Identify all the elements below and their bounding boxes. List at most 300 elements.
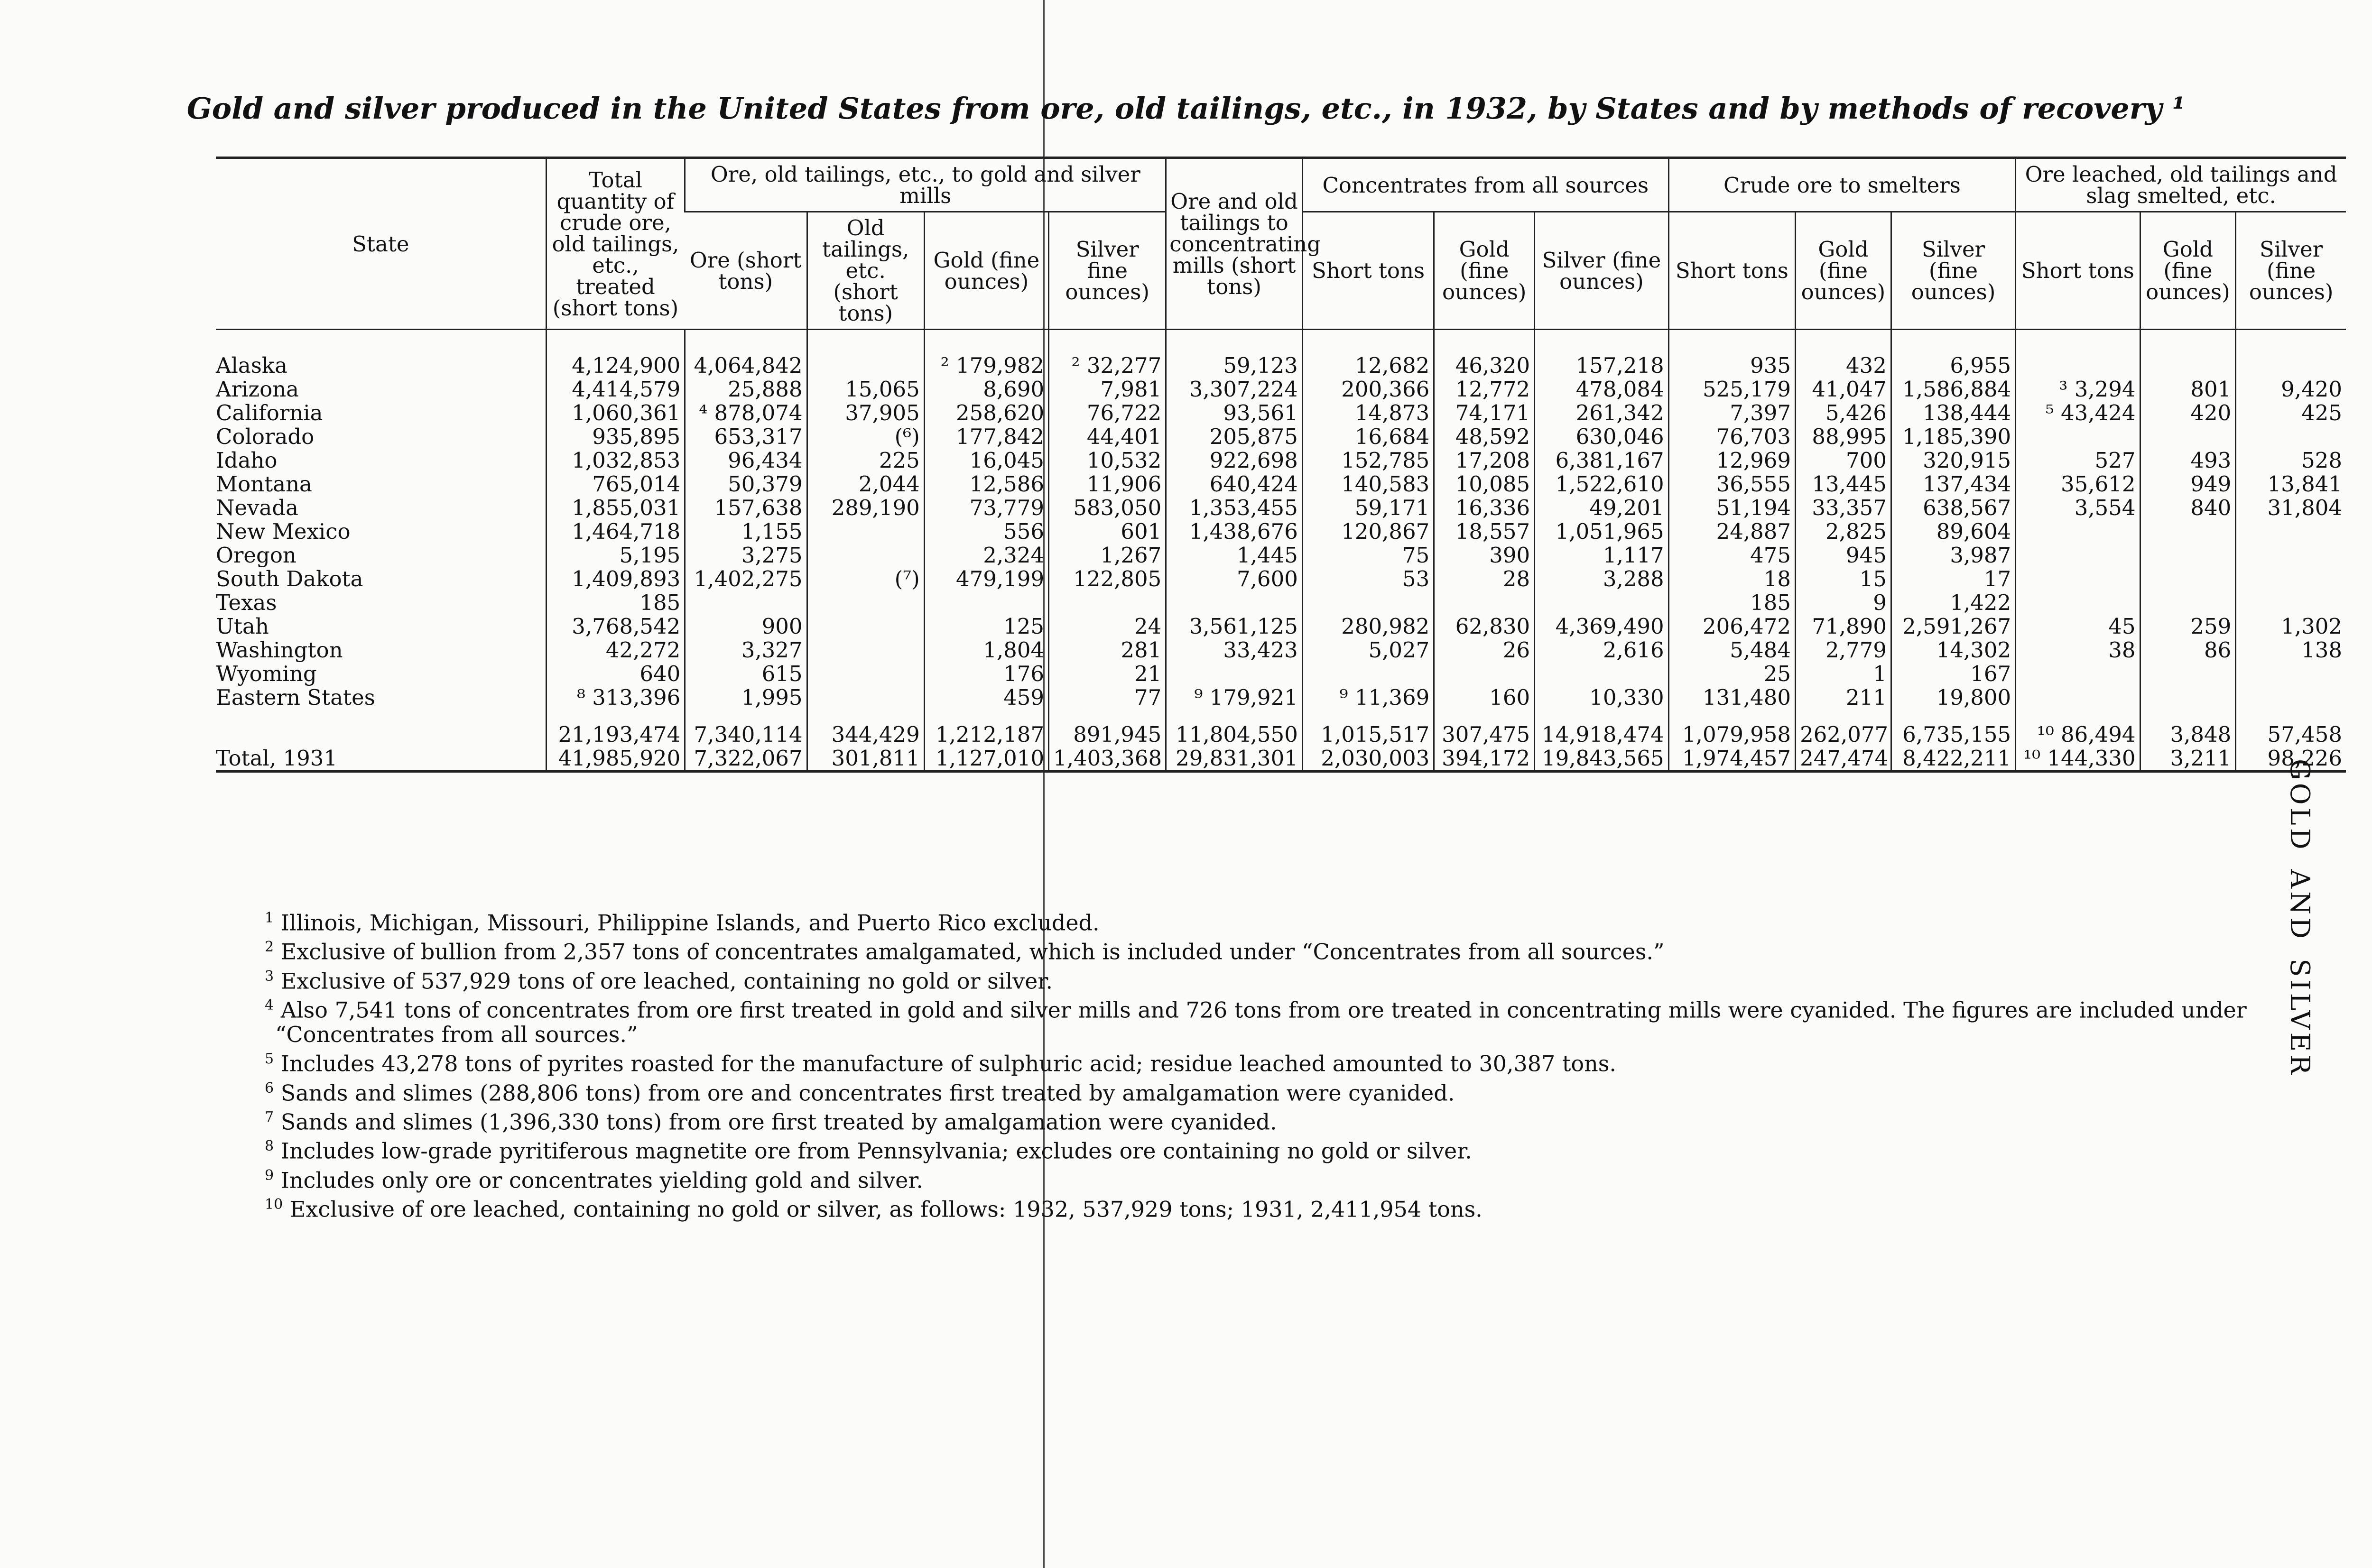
cell-gold: 125 [924,615,1048,638]
cell-leach-tons: 35,612 [2016,472,2140,496]
footnote [216,1134,2351,1163]
cell-conc-mills [1166,591,1303,615]
cell-crude-silver: 17 [1891,567,2015,591]
cell-leach-tons: ⁵ 43,424 [2016,401,2140,425]
cell-leach-tons [2016,567,2140,591]
table-row [216,425,2346,449]
footnote-mark: 6 [265,1079,274,1097]
cell-leach-silver: 425 [2236,401,2346,425]
cell-tail: 37,905 [807,401,924,425]
cell-conc-silver: 478,084 [1535,378,1669,401]
cell-leach-tons [2016,354,2140,378]
col-total: Total quantity of crude ore, old tailings, etc., treated (short tons) [546,158,685,330]
production-table [216,157,2346,773]
cell-gold: 73,779 [924,496,1048,520]
cell-gold: 2,324 [924,544,1048,567]
table-row [216,567,2346,591]
cell-total: 3,768,542 [546,615,685,638]
cell-conc-tons [1302,662,1434,686]
cell-conc-silver: 1,051,965 [1535,520,1669,544]
cell-gold: 8,690 [924,378,1048,401]
cell-conc-gold: 62,830 [1434,615,1535,638]
table-row [216,615,2346,638]
cell-conc-mills: 1,353,455 [1166,496,1303,520]
cell-leach-gold: 801 [2140,378,2236,401]
cell-conc-tons: 2,030,003 [1302,747,1434,772]
cell-crude-tons: 525,179 [1668,378,1795,401]
footnote [216,1192,2351,1221]
cell-ore: 900 [685,615,807,638]
cell-total: 765,014 [546,472,685,496]
cell-leach-tons [2016,544,2140,567]
cell-crude-gold: 211 [1796,686,1891,710]
cell-conc-silver: 1,117 [1535,544,1669,567]
cell-conc-silver: 3,288 [1535,567,1669,591]
cell-total: 41,985,920 [546,747,685,772]
cell-conc-gold: 160 [1434,686,1535,710]
cell-silver: 77 [1049,686,1166,710]
cell-state: California [216,400,323,426]
cell-conc-tons: 53 [1302,567,1434,591]
cell-silver: 601 [1049,520,1166,544]
cell-crude-gold: 33,357 [1796,496,1891,520]
running-head-word: AND [2284,869,2315,942]
cell-silver: 11,906 [1049,472,1166,496]
footnote-text: Exclusive of 537,929 tons of ore leached, containing no gold or silver. [280,968,1053,994]
cell-conc-gold: 10,085 [1434,472,1535,496]
cell-total: 1,409,893 [546,567,685,591]
cell-conc-silver: 157,218 [1535,354,1669,378]
cell-state: Texas [216,590,277,616]
footnote-mark: 2 [265,939,274,956]
cell-conc-gold: 17,208 [1434,449,1535,472]
cell-conc-tons: 280,982 [1302,615,1434,638]
cell-crude-tons: 12,969 [1668,449,1795,472]
cell-ore: 653,317 [685,425,807,449]
cell-conc-mills [1166,662,1303,686]
cell-leach-silver: 138 [2236,638,2346,662]
cell-ore: 7,322,067 [685,747,807,772]
cell-tail: 15,065 [807,378,924,401]
cell-conc-gold [1434,662,1535,686]
cell-tail [807,591,924,615]
group-crude: Crude ore to smelters [1668,158,2016,212]
col-leach-gold: Gold (fine ounces) [2140,212,2236,330]
cell-conc-silver: 19,843,565 [1535,747,1669,772]
cell-crude-tons: 131,480 [1668,686,1795,710]
cell-crude-silver: 6,735,155 [1891,723,2015,747]
cell-conc-tons: 59,171 [1302,496,1434,520]
cell-total: ⁸ 313,396 [546,686,685,710]
footnote-text: Includes low-grade pyritiferous magnetite ore from Pennsylvania; excludes ore containing no gold or silver. [280,1138,1472,1164]
cell-total: 4,124,900 [546,354,685,378]
footnote [216,1105,2351,1134]
cell-crude-tons: 5,484 [1668,638,1795,662]
cell-leach-gold: 259 [2140,615,2236,638]
cell-ore: 1,155 [685,520,807,544]
cell-state: Nevada [216,495,298,521]
cell-leach-silver [2236,686,2346,710]
col-conc-mills: Ore and old tailings to concentrating mills (short tons) [1166,158,1303,330]
cell-crude-silver: 638,567 [1891,496,2015,520]
cell-ore [685,591,807,615]
cell-silver: 76,722 [1049,401,1166,425]
footnote-text: Illinois, Michigan, Missouri, Philippine Islands, and Puerto Rico excluded. [280,910,1100,936]
table-row [216,638,2346,662]
cell-crude-gold: 71,890 [1796,615,1891,638]
cell-silver: 1,403,368 [1049,747,1166,772]
cell-conc-silver: 6,381,167 [1535,449,1669,472]
cell-crude-tons: 24,887 [1668,520,1795,544]
cell-state: Arizona [216,377,299,402]
cell-conc-gold: 18,557 [1434,520,1535,544]
cell-total: 1,855,031 [546,496,685,520]
footnote [216,935,2351,964]
cell-conc-tons: ⁹ 11,369 [1302,686,1434,710]
cell-gold [924,591,1048,615]
cell-leach-tons [2016,520,2140,544]
cell-leach-tons [2016,662,2140,686]
cell-conc-silver: 4,369,490 [1535,615,1669,638]
footnote-mark: 9 [265,1167,274,1184]
cell-silver [1049,591,1166,615]
cell-leach-gold: 86 [2140,638,2236,662]
cell-crude-silver: 14,302 [1891,638,2015,662]
cell-crude-silver: 89,604 [1891,520,2015,544]
table-row [216,401,2346,425]
cell-tail: (⁷) [807,567,924,591]
cell-crude-gold: 15 [1796,567,1891,591]
footnote-mark: 1 [265,910,274,926]
cell-tail: 2,044 [807,472,924,496]
cell-conc-gold [1434,591,1535,615]
cell-silver: 44,401 [1049,425,1166,449]
cell-conc-mills: 11,804,550 [1166,723,1303,747]
cell-crude-silver: 3,987 [1891,544,2015,567]
cell-total: 935,895 [546,425,685,449]
cell-crude-silver: 1,422 [1891,591,2015,615]
cell-silver: 122,805 [1049,567,1166,591]
cell-conc-tons: 14,873 [1302,401,1434,425]
cell-state: Utah [216,614,269,639]
cell-tail: 289,190 [807,496,924,520]
cell-leach-silver [2236,567,2346,591]
cell-leach-silver [2236,591,2346,615]
cell-conc-gold: 26 [1434,638,1535,662]
cell-conc-silver: 14,918,474 [1535,723,1669,747]
cell-state: Colorado [216,424,315,450]
cell-leach-silver: 57,458 [2236,723,2346,747]
cell-tail: (⁶) [807,425,924,449]
cell-conc-gold: 28 [1434,567,1535,591]
cell-leach-silver: 528 [2236,449,2346,472]
cell-state: South Dakota [216,566,363,592]
cell-crude-tons: 36,555 [1668,472,1795,496]
cell-crude-gold: 41,047 [1796,378,1891,401]
footnote-mark: 10 [265,1196,283,1213]
cell-ore: ⁴ 878,074 [685,401,807,425]
cell-crude-silver: 167 [1891,662,2015,686]
cell-conc-silver: 630,046 [1535,425,1669,449]
cell-crude-silver: 1,586,884 [1891,378,2015,401]
cell-total: 1,032,853 [546,449,685,472]
running-head [2277,759,2315,1233]
cell-gold: 1,212,187 [924,723,1048,747]
cell-tail [807,686,924,710]
cell-crude-gold: 9 [1796,591,1891,615]
cell-tail: 301,811 [807,747,924,772]
cell-leach-tons [2016,425,2140,449]
cell-crude-tons: 935 [1668,354,1795,378]
cell-crude-silver: 19,800 [1891,686,2015,710]
cell-conc-gold: 16,336 [1434,496,1535,520]
cell-leach-silver [2236,544,2346,567]
cell-conc-tons [1302,591,1434,615]
cell-leach-tons: ³ 3,294 [2016,378,2140,401]
cell-conc-tons: 140,583 [1302,472,1434,496]
cell-crude-silver: 320,915 [1891,449,2015,472]
cell-gold: 556 [924,520,1048,544]
cell-conc-tons: 120,867 [1302,520,1434,544]
cell-leach-tons [2016,686,2140,710]
group-concentrates: Concentrates from all sources [1302,158,1668,212]
cell-silver: 891,945 [1049,723,1166,747]
cell-conc-mills: 59,123 [1166,354,1303,378]
cell-silver: 21 [1049,662,1166,686]
cell-state: Washington [216,637,343,663]
table-body [216,330,2346,772]
footnote-text: Exclusive of ore leached, containing no gold or silver, as follows: 1932, 537,929 tons; 1931, 2,411,954 tons. [289,1196,1482,1222]
cell-silver: 7,981 [1049,378,1166,401]
cell-tail [807,662,924,686]
col-mills-ore: Ore (short tons) [685,212,807,330]
cell-silver: ² 32,277 [1049,354,1166,378]
cell-silver: 10,532 [1049,449,1166,472]
cell-crude-silver: 138,444 [1891,401,2015,425]
cell-leach-gold: 3,211 [2140,747,2236,772]
cell-crude-silver: 1,185,390 [1891,425,2015,449]
col-leach-silver: Silver (fine ounces) [2236,212,2346,330]
cell-crude-tons: 25 [1668,662,1795,686]
cell-crude-silver: 2,591,267 [1891,615,2015,638]
cell-state: New Mexico [216,519,351,544]
cell-conc-mills: 29,831,301 [1166,747,1303,772]
cell-state: Alaska [216,353,287,378]
cell-conc-gold: 394,172 [1434,747,1535,772]
cell-crude-tons: 1,079,958 [1668,723,1795,747]
cell-conc-silver: 49,201 [1535,496,1669,520]
running-head-word: SILVER [2284,959,2315,1078]
table-title: Gold and silver produced in the United States from ore, old tailings, etc., in 1932, by States and by methods of recovery ¹ [186,91,2186,126]
cell-total: 1,464,718 [546,520,685,544]
cell-conc-silver: 1,522,610 [1535,472,1669,496]
footnote [216,1076,2351,1105]
cell-crude-silver: 137,434 [1891,472,2015,496]
cell-crude-gold: 247,474 [1796,747,1891,772]
footnote-text: Exclusive of bullion from 2,357 tons of concentrates amalgamated, which is included under “Concentrates from all sources.” [280,939,1665,965]
cell-crude-silver: 8,422,211 [1891,747,2015,772]
cell-ore: 25,888 [685,378,807,401]
cell-tail [807,615,924,638]
cell-leach-gold: 493 [2140,449,2236,472]
cell-leach-gold [2140,544,2236,567]
cell-tail [807,520,924,544]
cell-conc-gold: 74,171 [1434,401,1535,425]
cell-gold: 16,045 [924,449,1048,472]
cell-conc-mills: 1,438,676 [1166,520,1303,544]
cell-gold: 258,620 [924,401,1048,425]
cell-crude-gold: 432 [1796,354,1891,378]
footnote-mark: 8 [265,1138,274,1155]
cell-conc-mills: 3,307,224 [1166,378,1303,401]
table-row [216,686,2346,710]
cell-conc-tons: 12,682 [1302,354,1434,378]
cell-crude-tons: 206,472 [1668,615,1795,638]
cell-conc-gold: 307,475 [1434,723,1535,747]
table-row [216,472,2346,496]
table-row [216,544,2346,567]
cell-leach-gold: 420 [2140,401,2236,425]
footnote [216,993,2351,1047]
cell-leach-gold [2140,354,2236,378]
cell-crude-tons: 475 [1668,544,1795,567]
cell-state: Montana [216,471,312,497]
footnote-mark: 7 [265,1108,274,1125]
cell-total: 185 [546,591,685,615]
col-leach-tons: Short tons [2016,212,2140,330]
cell-ore: 7,340,114 [685,723,807,747]
cell-conc-gold: 48,592 [1434,425,1535,449]
cell-gold: 1,804 [924,638,1048,662]
cell-crude-gold: 13,445 [1796,472,1891,496]
cell-tail [807,354,924,378]
table-row [216,378,2346,401]
cell-conc-silver: 10,330 [1535,686,1669,710]
group-leached: Ore leached, old tailings and slag smelted, etc. [2016,158,2346,212]
cell-leach-gold: 840 [2140,496,2236,520]
footnote [216,964,2351,993]
footnote [216,906,2351,935]
cell-total: 4,414,579 [546,378,685,401]
cell-conc-gold: 390 [1434,544,1535,567]
group-mills: Ore, old tailings, etc., to gold and silver mills [685,158,1166,212]
cell-conc-mills: 1,445 [1166,544,1303,567]
col-crude-tons: Short tons [1668,212,1795,330]
cell-gold: 459 [924,686,1048,710]
cell-ore: 3,327 [685,638,807,662]
footnote-mark: 4 [265,996,274,1014]
cell-gold: 1,127,010 [924,747,1048,772]
table-row [216,354,2346,378]
cell-conc-mills: 205,875 [1166,425,1303,449]
col-crude-silver: Silver (fine ounces) [1891,212,2015,330]
cell-total: 42,272 [546,638,685,662]
cell-conc-gold: 12,772 [1434,378,1535,401]
cell-crude-gold: 2,779 [1796,638,1891,662]
cell-leach-gold [2140,567,2236,591]
footnote-text: Also 7,541 tons of concentrates from ore first treated in gold and silver mills and 726 tons from ore treated in concentrating mills were cyanided. The figures are included under “Concentrates from all sources.” [275,997,2247,1048]
cell-crude-tons: 76,703 [1668,425,1795,449]
cell-leach-silver: 13,841 [2236,472,2346,496]
cell-conc-tons: 5,027 [1302,638,1434,662]
cell-leach-gold: 3,848 [2140,723,2236,747]
cell-crude-tons: 185 [1668,591,1795,615]
cell-ore: 157,638 [685,496,807,520]
cell-ore: 4,064,842 [685,354,807,378]
cell-ore: 1,995 [685,686,807,710]
cell-gold: 12,586 [924,472,1048,496]
col-conc-tons: Short tons [1302,212,1434,330]
cell-conc-silver: 2,616 [1535,638,1669,662]
cell-crude-gold: 5,426 [1796,401,1891,425]
cell-gold: ² 179,982 [924,354,1048,378]
cell-ore: 50,379 [685,472,807,496]
cell-crude-gold: 88,995 [1796,425,1891,449]
cell-leach-silver [2236,520,2346,544]
cell-conc-silver: 261,342 [1535,401,1669,425]
cell-conc-mills: ⁹ 179,921 [1166,686,1303,710]
cell-state [216,723,546,747]
cell-leach-tons: 38 [2016,638,2140,662]
cell-leach-tons: 45 [2016,615,2140,638]
cell-gold: 176 [924,662,1048,686]
cell-tail [807,638,924,662]
footnote-text: Includes only ore or concentrates yielding gold and silver. [280,1167,923,1193]
cell-leach-gold [2140,686,2236,710]
cell-leach-silver: 98,226 [2236,747,2346,772]
cell-crude-gold: 700 [1796,449,1891,472]
cell-leach-gold [2140,425,2236,449]
cell-leach-tons: 527 [2016,449,2140,472]
table-row [216,662,2346,686]
cell-silver: 281 [1049,638,1166,662]
footnote-text: Includes 43,278 tons of pyrites roasted for the manufacture of sulphuric acid; residue leached amounted to 30,387 tons. [280,1051,1616,1077]
footnote [216,1163,2351,1192]
cell-conc-mills: 640,424 [1166,472,1303,496]
cell-state: Eastern States [216,685,375,710]
col-state: State [216,158,546,330]
cell-tail: 225 [807,449,924,472]
cell-state: Total, 1931 [216,747,546,772]
cell-crude-silver: 6,955 [1891,354,2015,378]
cell-leach-tons: ¹⁰ 86,494 [2016,723,2140,747]
cell-leach-tons [2016,591,2140,615]
total-row [216,723,2346,747]
cell-silver: 583,050 [1049,496,1166,520]
cell-crude-tons: 18 [1668,567,1795,591]
col-mills-tailings: Old tailings, etc. (short tons) [807,212,924,330]
cell-total: 1,060,361 [546,401,685,425]
cell-crude-gold: 2,825 [1796,520,1891,544]
cell-crude-tons: 7,397 [1668,401,1795,425]
cell-conc-mills: 93,561 [1166,401,1303,425]
cell-leach-silver: 9,420 [2236,378,2346,401]
cell-gold: 177,842 [924,425,1048,449]
col-mills-silver: Silver fine ounces) [1049,212,1166,330]
cell-leach-gold [2140,591,2236,615]
cell-total: 21,193,474 [546,723,685,747]
cell-leach-tons: 3,554 [2016,496,2140,520]
table-row [216,591,2346,615]
cell-crude-gold: 262,077 [1796,723,1891,747]
cell-tail [807,544,924,567]
cell-total: 5,195 [546,544,685,567]
cell-leach-tons: ¹⁰ 144,330 [2016,747,2140,772]
cell-leach-silver [2236,425,2346,449]
cell-state: Idaho [216,448,278,473]
cell-state: Wyoming [216,661,317,687]
footnote-mark: 5 [265,1051,274,1068]
